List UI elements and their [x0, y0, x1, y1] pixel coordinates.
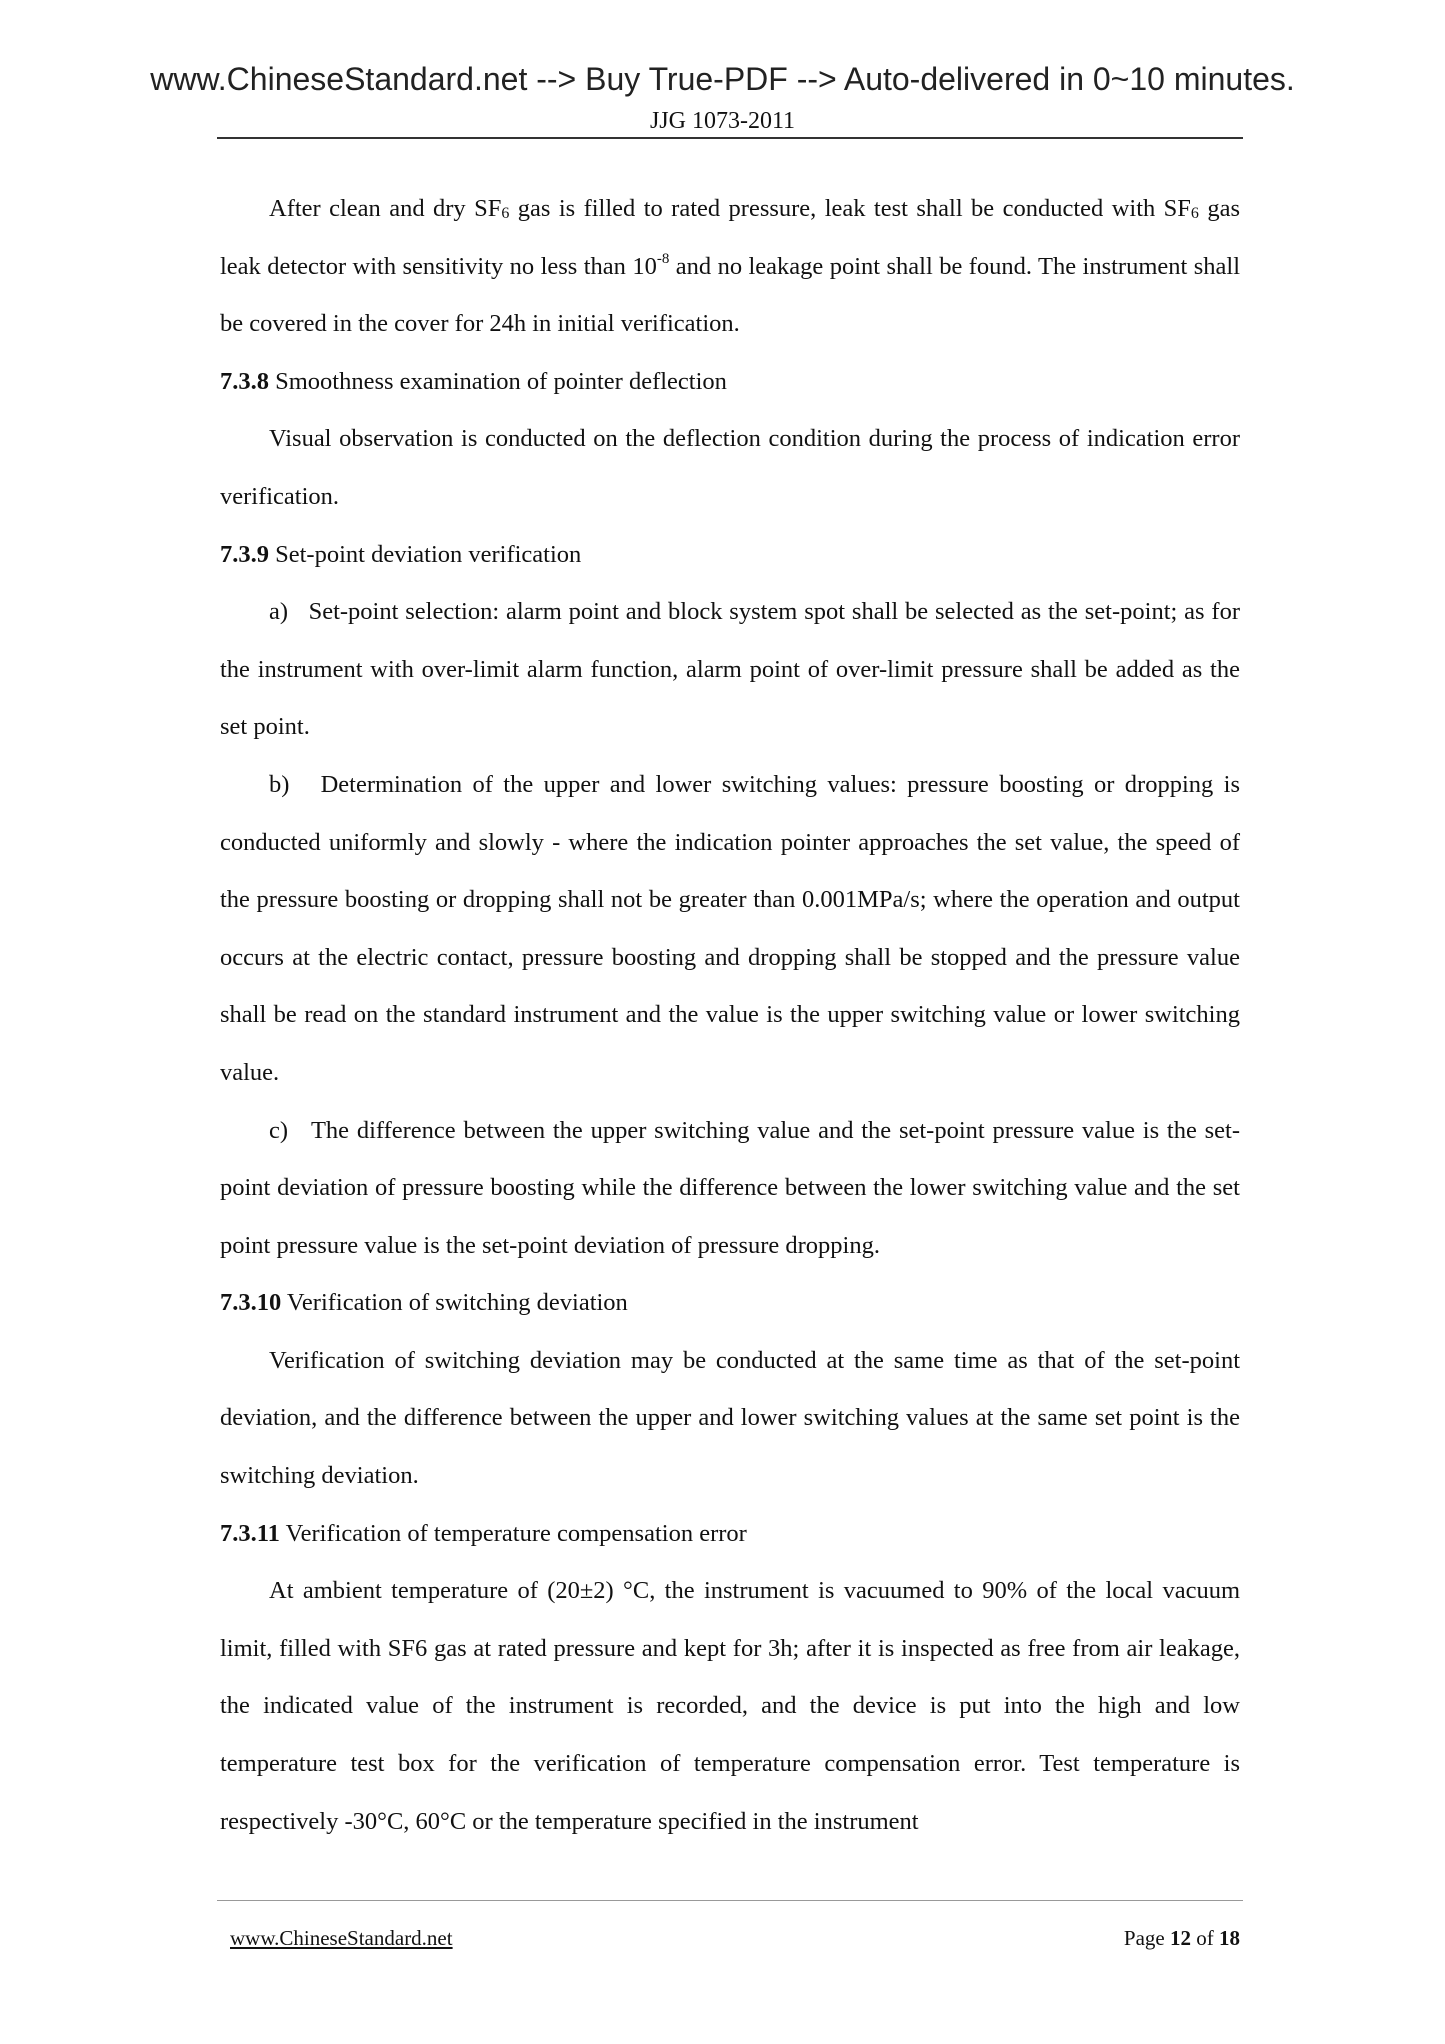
section-heading-7-3-8: [220, 353, 1240, 411]
section-heading-7-3-9: [220, 526, 1240, 584]
header-rule: [217, 137, 1243, 139]
text-run: gas is filled to rated pressure, leak test shall be conducted with SF: [509, 195, 1191, 222]
list-item-a: a) Set-point selection: alarm point and block system spot shall be selected as the set-point; as for the instrument with over-limit alarm function, alarm point of over-limit pressure shall be added as the set point.: [220, 598, 1240, 741]
section-heading-7-3-11: [220, 1505, 1240, 1563]
paragraph-7-3-8: Visual observation is conducted on the deflection condition during the process of indication error verification.: [220, 425, 1240, 510]
section-title: Set-point deviation verification: [269, 540, 582, 568]
section-number: 7.3.11: [220, 1519, 280, 1547]
section-number: 7.3.8: [220, 367, 269, 395]
section-title: Verification of switching deviation: [281, 1289, 628, 1317]
paragraph-7-3-10: Verification of switching deviation may be conducted at the same time as that of the set-point deviation, and the difference between the upper and lower switching values at the same set point is the switching deviation.: [220, 1346, 1240, 1490]
section-heading-7-3-10: [220, 1274, 1240, 1332]
page-content: [220, 180, 1240, 1850]
page-word: Page: [1123, 1926, 1170, 1950]
superscript: -8: [656, 250, 670, 267]
paragraph-7-3-11: At ambient temperature of (20±2) °C, the instrument is vacuumed to 90% of the local vacuum limit, filled with SF6 gas at rated pressure and kept for 3h; after it is inspected as free from air leakage, the indicated value of the instrument is recorded, and the device is put into the high and low temperature test box for the verification of temperature compensation error. Test temperature is respectively -30°C, 60°C or the temperature specified in the instrument: [220, 1577, 1240, 1835]
footer-website-link[interactable]: www.ChineseStandard.net: [230, 1926, 453, 1950]
paragraph-leak-test: [220, 180, 1240, 353]
text-run: After clean and dry SF: [269, 195, 502, 222]
section-title: Verification of temperature compensation error: [279, 1519, 747, 1547]
text-run: gas leak detector with sensitivity no less than 10: [220, 195, 1240, 280]
footer-rule: [217, 1900, 1243, 1901]
page-of: of: [1191, 1926, 1219, 1950]
page-total: 18: [1219, 1926, 1240, 1950]
page-number: [1124, 1924, 1240, 1952]
text-run: and no leakage point shall be found. The instrument shall be covered in the cover for 24h in initial verification.: [220, 252, 1240, 338]
section-number: 7.3.9: [220, 540, 269, 568]
document-code: JJG 1073-2011: [649, 108, 796, 134]
subscript: 6: [1190, 205, 1199, 222]
section-title: Smoothness examination of pointer deflection: [269, 367, 727, 395]
list-item-b: b) Determination of the upper and lower switching values: pressure boosting or dropping is conducted uniformly and slowly - where the indication pointer approaches the set value, the speed of the pressure boosting or dropping shall not be greater than 0.001MPa/s; where the operation and output occurs at the electric contact, pressure boosting and dropping shall be stopped and the pressure value shall be read on the standard instrument and the value is the upper switching value or lower switching value.: [220, 770, 1240, 1086]
subscript: 6: [501, 205, 510, 222]
page-current: 12: [1170, 1926, 1191, 1950]
section-number: 7.3.10: [220, 1289, 282, 1317]
list-item-c: c) The difference between the upper switching value and the set-point pressure value is the set-point deviation of pressure boosting while the difference between the lower switching value and the set point pressure value is the set-point deviation of pressure dropping.: [220, 1116, 1240, 1259]
banner-text: www.ChineseStandard.net --> Buy True-PDF --> Auto-delivered in 0~10 minutes.: [150, 61, 1295, 97]
